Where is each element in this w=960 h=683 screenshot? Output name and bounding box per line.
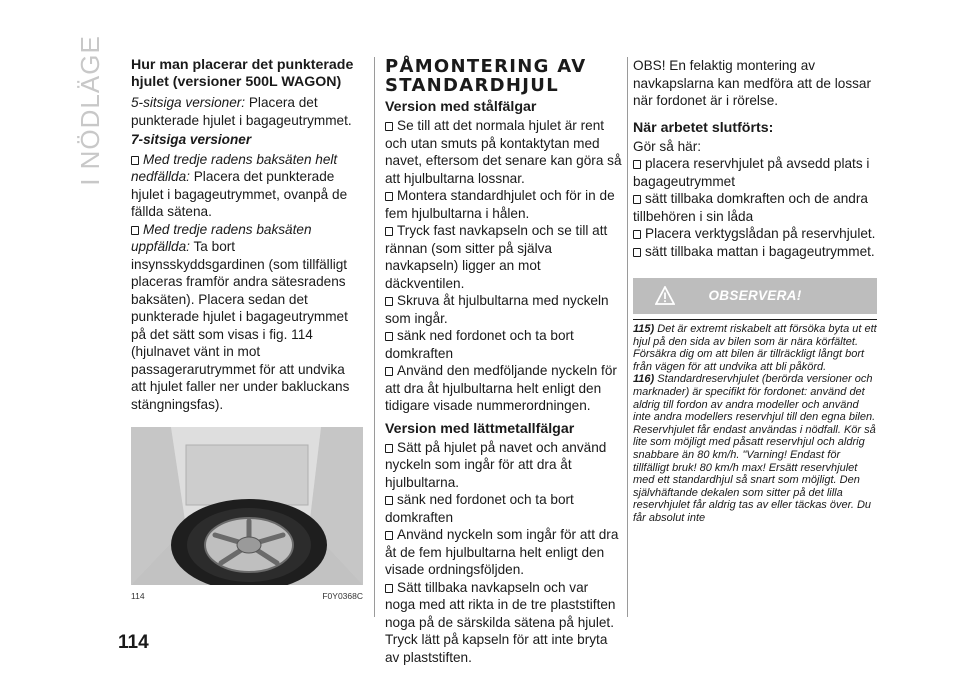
checkbox-bullet-icon [385,227,393,236]
list-item: Tryck fast navkapseln och se till att rännan (som sitter på själva navkapseln) ligger an mot däckventilen. [385,223,608,291]
section-side-tab [70,34,110,186]
column-divider [374,57,375,617]
list-item: Placera verktygslådan på reservhjulet. [633,225,877,243]
checkbox-bullet-icon [385,531,393,540]
note-115: 115) Det är extremt riskabelt att försöka byta ut ett hjul på den sida av bilen som är nära körfältet. Försäkra dig om att bilen är tillräckligt långt bort från vägen för att undvika att bli påkörd. [633,323,877,373]
figure-spare-wheel-trunk [131,427,363,585]
alloy-steps [385,439,622,667]
figure-caption [131,588,363,606]
figure-code: F0Y0368C [322,591,363,601]
list-item: sänk ned fordonet och ta bort domkraften [385,328,574,361]
side-tab-label: I NÖDLÄGE [74,34,105,186]
checkbox-bullet-icon [385,444,393,453]
subheading-alloy: Version med lättmetallfälgar [385,420,575,437]
checkbox-bullet-icon [385,584,393,593]
checkbox-bullet-icon [633,248,641,257]
subheading-7-seat: 7-sitsiga versioner [131,132,252,147]
list-item: Sätt på hjulet på navet och använd nyckeln som ingår för att dra åt hjulbultarna. [385,439,607,490]
list-item: Sätt tillbaka navkapseln och var noga med att rikta in de tre plaststiften noga på de särskilda sätena på hjulet. Tryck lätt på kapseln för att inte bryta av plaststiften. [385,579,616,665]
checkbox-bullet-icon [385,122,393,131]
done-steps [633,155,877,260]
spare-wheel-illustration [131,427,363,585]
column-left [131,57,363,606]
list-item: sätt tillbaka domkraften och de andra tillbehören i sin låda [633,191,868,224]
checkbox-bullet-icon [385,297,393,306]
list-item: Använd nyckeln som ingår för att dra åt de fem hjulbultarna helt enligt den visade ordningsföljden. [385,527,619,577]
list-item: placera reservhjulet på avsedd plats i bagageutrymmet [633,156,870,189]
paragraph-5-seat: 5-sitsiga versioner: Placera det punkterade hjulet i bagageutrymmet. [131,95,352,128]
section-title: PÅMONTERING AV STANDARDHJUL [385,56,587,96]
column-middle [385,57,622,666]
done-intro: Gör så här: [633,138,701,154]
steel-steps [385,117,622,415]
page-number: 114 [118,632,149,653]
checkbox-bullet-icon [385,496,393,505]
column-divider [627,57,628,617]
subheading-steel: Version med stålfälgar [385,99,537,115]
warning-banner [633,278,877,314]
checkbox-bullet-icon [385,367,393,376]
list-item: Skruva åt hjulbultarna med nyckeln som ingår. [385,293,609,326]
section-heading: Hur man placerar det punkterade hjulet (versioner 500L WAGON) [131,57,354,90]
warning-title: OBSERVERA! [708,288,802,304]
warning-notes [633,319,877,525]
list-item: Montera standardhjulet och för in de fem hjulbultarna i hålen. [385,188,615,221]
list-item: Med tredje radens baksäten helt nedfällda: Placera det punkterade hjulet i bagageutrymmet, ovanpå de fällda sätena. [131,151,348,219]
column-right [633,57,877,525]
checkbox-bullet-icon [633,160,641,169]
list-item: sänk ned fordonet och ta bort domkraften [385,492,574,525]
checkbox-bullet-icon [633,195,641,204]
note-116: 116) Standardreservhjulet (berörda versioner och marknader) är specifikt för fordonet: använd det aldrig till fordon av andra modeller och använd inte andra modellers reservhjul till den egna bilen. Reservhjulet får endast användas i nödfall. Kör så lite som möjligt med påsatt reservhjul och aldrig snabbare än 80 km/h. "Varning! Endast för tillfälligt bruk! 80 km/h max! Ersätt reservhjulet med ett standardhjul så snart som möjligt. Den självhäftande dekalen som sitter på det lilla reservhjulet får aldrig tas av eller täckas över. Du får absolut inte [633,373,876,524]
list-item: Se till att det normala hjulet är rent och utan smuts på kontaktytan med navet, eftersom det senare kan göra så att hjulbultarna lossnar. [385,118,622,186]
checkbox-bullet-icon [633,230,641,239]
figure-number: 114 [131,591,145,601]
subheading-done: När arbetet slutförts: [633,119,774,136]
list-item: sätt tillbaka mattan i bagageutrymmet. [633,243,877,261]
list-item: Använd den medföljande nyckeln för att dra åt hjulbultarna helt enligt den tidigare visade nummerordningen. [385,363,617,413]
checkbox-bullet-icon [131,226,139,235]
obs-paragraph: OBS! En felaktig montering av navkapslarna kan medföra att de lossar när fordonet är i rörelse. [633,58,872,108]
checkbox-bullet-icon [131,156,139,165]
list-item: Med tredje radens baksäten uppfällda: Ta bort insynsskyddsgardinen (som tillfälligt placeras framför andra sätesradens baksäten). Placera sedan det punkterade hjulet i bagageutrymmet på det sätt som visas i fig. 114 (hjulnavet vänt in mot passagerarutrymmet för att undvika att hjulet faller ner under bakluckans stängningsfas). [131,221,350,412]
checkbox-bullet-icon [385,332,393,341]
checkbox-bullet-icon [385,192,393,201]
